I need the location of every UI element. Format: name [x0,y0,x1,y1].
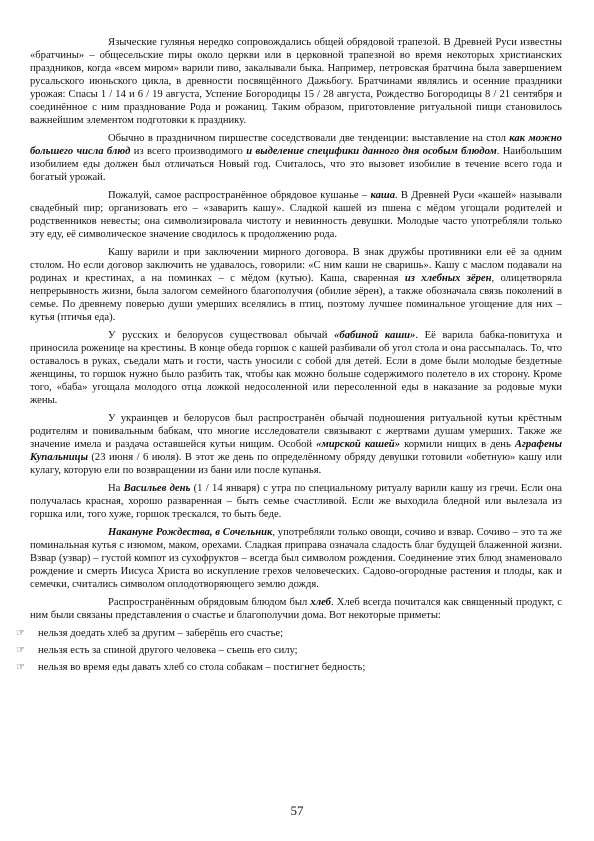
hand-pointer-icon: ☞ [16,628,25,639]
emphasis: «мирской кашей» [316,439,400,450]
paragraph [30,482,562,521]
text-run: Обычно в праздничном пиршестве соседствовали две тенденции: выставление на стол [108,133,510,144]
text-run: Языческие гулянья нередко сопровождались общей обрядовой трапезой. В Древней Руси известны «братчины» – общесельские пиры около церкви или в церковной трапезной во время некоторых христианских праздников, когда «всем миром» варили пиво, закалывали быка. Например, петровская братчина была завершением русальского июньского цикла, в древности посвящённого Дажьбогу. Братчинами являлись и осенние праздники урожая: Спасы 1 / 14 и 6 / 19 августа, Успение Богородицы 15 / 28 августа, Рождество Богородицы 8 / 21 сентября и соединённое с ним празднование Рода и рожаниц. Таким образом, приготовление ритуальной пищи становилось важнейшим элементом подготовки к празднику. [30,37,562,126]
text-run: Пожалуй, самое распространённое обрядовое кушанье – [108,190,371,201]
paragraph [30,189,562,241]
emphasis: «бабиной каши» [334,330,416,341]
text-run: (23 июня / 6 июля). В этот же день по определённому обряду девушки готовили «обетную» кашу или кулагу, которую ели по возвращении из бани или после купанья. [30,452,562,476]
page-body [16,36,563,678]
paragraph [30,526,562,591]
text-run: Распространённым обрядовым блюдом был [108,597,311,608]
text-run: кормили нищих в день [400,439,515,450]
emphasis: каша [370,190,395,201]
list-item-text: нельзя во время еды давать хлеб со стола собакам – постигнет бедность; [38,662,366,673]
text-run: Кашу варили и при заключении мирного договора. В знак дружбы противники ели её за одним столом. Но если договор заключить не удавалось, говорили: «С ним каши не сваришь». Кашу с маслом подавали на родинах и крестинах, а на поминках – с мёдом (кутью). Каша, сваренная [30,247,562,284]
paragraph [30,132,562,184]
text-run: . Хлеб всегда почитался как священный продукт, с ним были связаны представления о счастье и благополучии дома. Вот некоторые приметы: [30,597,563,621]
emphasis: как можно большего числа блюд [30,133,562,157]
text-run: . Её варила бабка-повитуха и приносила роженице на крестины. В конце обеда горшок с кашей разбивали об угол стола и она рассыпалась. То, что оставалось в руках, съедали мать и гости, часть уносили с собой для детей. Если в доме были молодые бездетные женщины, то горшок нужно было разбить так, чтобы как можно больше содержимого полетело в их сторону. Кроме того, «баба» угощала молодого отца ложкой недосоленной или пересоленной еды в наказание за родовые муки жены. [30,330,562,406]
text-run: У украинцев и белорусов был распространён обычай подношения ритуальной кутьи крёстным родителям и повивальным бабкам, что многие исследователи связывают с жертвами душам умерших. Также же значение имела и раздача оставшейся кутьи нищим. Особой [30,413,562,450]
list-item-text: нельзя доедать хлеб за другим – заберёшь его счастье; [38,628,284,639]
hand-pointer-icon: ☞ [16,645,25,656]
paragraph [30,596,562,622]
paragraph [30,329,562,407]
text-run: . Наибольшим изобилием еды должен был отличаться Новый год. Считалось, что это вызовет изобилие в течение всего года и богатый урожай. [30,146,562,183]
hand-pointer-icon: ☞ [16,662,25,673]
list-item [16,661,548,674]
text-run: , употребляли только овощи, сочиво и взвар. Сочиво – это та же поминальная кутья с изюмом, маком, орехами. Сладкая приправа означала сладость благ будущей блаженной жизни. Взвар (узвар) – густой компот из сухофруктов – всегда был символом рождения. Соединение этих блюд знаменовало рождение и смерть Иисуса Христа во искупление грехов человеческих. Садово-огородные растения и плоды, как и семечки, считались символом оплодотворяющего землю дождя. [30,527,562,590]
emphasis: Накануне Рождества, в Сочельник [108,527,273,538]
paragraph [30,412,562,477]
emphasis: Васильев день [123,483,191,494]
page-number: 57 [290,803,304,818]
text-run: из всего производимого [130,146,247,157]
list-item [16,644,548,657]
emphasis: Аграфены Купальницы [30,439,563,463]
signs-list [16,627,548,674]
emphasis: хлеб [310,597,331,608]
list-item-text: нельзя есть за спиной другого человека – съешь его силу; [38,645,298,656]
text-run: У русских и белорусов существовал обычай [108,330,335,341]
paragraph [30,246,562,324]
emphasis: и выделение специфики данного дня особым блюдом [246,146,497,157]
text-run: , олицетворяла непрерывность жизни, была залогом семейного благополучия (обилие зёрен), а также обозначала связь поколений в семье. По древнему поверью души умерших вселялись в птиц, поэтому лучшее поминальное угощение для них – кутья (птичья еда). [30,273,562,323]
text-run: На [108,483,124,494]
paragraph [30,36,562,127]
emphasis: из хлебных зёрен [404,273,492,284]
text-run: . В Древней Руси «кашей» называли свадебный пир; организовать его – «заварить кашу». Сладкой кашей из пшена с мёдом угощали родителей и родственников невесты; она символизировала чистоту и невинность девушки. Молодые часто употребляли только эту еду, её символическое значение сводилось к продолжению рода. [30,190,562,240]
list-item [16,627,548,640]
text-run: (1 / 14 января) с утра по специальному ритуалу варили кашу из гречи. Если она получалась красная, хорошо разваренная – быть семье счастливой. Если же выходила бледной или вылезала из горшка или, того хуже, горшок трескался, то быть беде. [30,483,563,520]
paragraphs [30,36,562,622]
